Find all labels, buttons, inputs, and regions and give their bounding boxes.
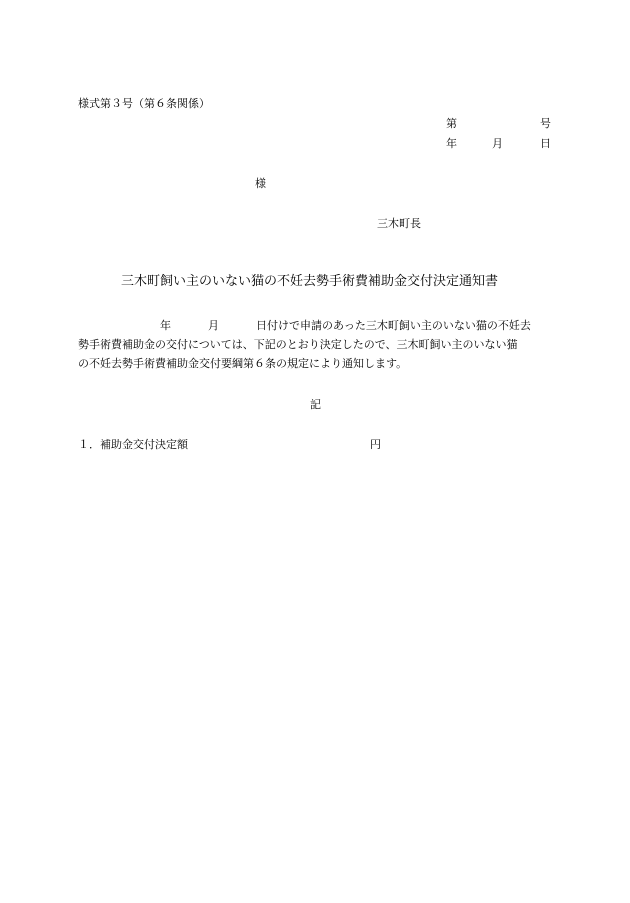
document-title: 三木町飼い主のいない猫の不妊去勢手術費補助金交付決定通知書 [121,274,499,289]
notice-body [78,316,558,373]
item-1-label: １．補助金交付決定額 [78,438,188,451]
body-line-2: 勢手術費補助金の交付については、下記のとおり決定したので、三木町飼い主のいない猫 [78,338,518,351]
body-month: 月 [208,319,219,332]
item-1-unit: 円 [370,438,381,451]
document-number-prefix: 第 [446,117,457,130]
date-year-label: 年 [446,137,457,150]
issuer-name: 三木町長 [377,217,421,230]
addressee-suffix: 様 [255,177,266,190]
body-line-1 [78,316,558,335]
body-line-3: の不妊去勢手術費補助金交付要綱第６条の規定により通知します。 [78,357,408,370]
date-month-label: 月 [492,137,503,150]
document-number-suffix: 号 [540,117,551,130]
body-line-1-text: 日付けで申請のあった三木町飼い主のいない猫の不妊去 [256,319,531,332]
date-day-label: 日 [540,137,551,150]
body-year: 年 [160,319,171,332]
ki-heading: 記 [310,398,321,411]
form-label: 様式第３号（第６条関係） [78,97,210,110]
